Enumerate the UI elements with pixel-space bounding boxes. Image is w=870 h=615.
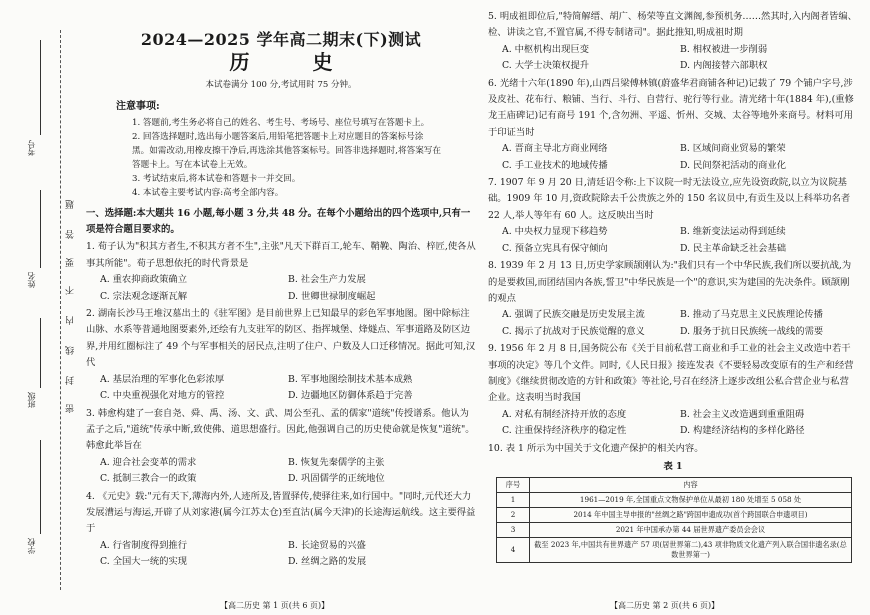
option-c: C. 大学士决策权提升 bbox=[502, 60, 590, 72]
options bbox=[86, 372, 476, 405]
option-b: B. 社会主义改造遇到重重阻碍 bbox=[680, 408, 805, 420]
option-c: C. 注重保持经济秩序的稳定性 bbox=[502, 425, 627, 437]
options bbox=[86, 272, 476, 305]
seal-char: 密 bbox=[66, 404, 76, 413]
question bbox=[488, 76, 858, 174]
question bbox=[86, 489, 476, 571]
seal-char: 要 bbox=[66, 258, 76, 267]
heritage-table bbox=[496, 477, 852, 563]
field-school: 学校 bbox=[27, 538, 36, 554]
options bbox=[86, 455, 476, 488]
field-line bbox=[40, 440, 41, 534]
field-class: 班级 bbox=[27, 392, 36, 408]
options bbox=[488, 307, 858, 340]
note-line: 4. 本试卷主要考试内容:高考全部内容。 bbox=[132, 187, 284, 198]
field-line bbox=[40, 40, 41, 135]
option-a: A. 行省制度得到推行 bbox=[100, 539, 187, 551]
option-b: B. 军事地图绘制技术基本成熟 bbox=[288, 373, 413, 385]
option-d: D. 边疆地区防御体系趋于完善 bbox=[288, 390, 413, 402]
seal-char: 不 bbox=[66, 286, 76, 295]
question bbox=[488, 441, 858, 457]
option-c: C. 抵制三教合一的政策 bbox=[100, 473, 197, 485]
table-cell: 2 bbox=[497, 508, 530, 523]
option-a: A. 强调了民族交融是历史发展主流 bbox=[502, 309, 645, 321]
question bbox=[86, 239, 476, 305]
table-header: 序号 bbox=[497, 478, 530, 493]
seal-char: 答 bbox=[66, 230, 76, 239]
options bbox=[488, 224, 858, 257]
option-a: A. 中枢机构出现巨变 bbox=[502, 43, 589, 55]
note-line: 答题卡上。写在本试卷上无效。 bbox=[132, 159, 253, 170]
field-exam-number: 考号 bbox=[27, 140, 36, 156]
option-b: B. 长途贸易的兴盛 bbox=[288, 539, 366, 551]
question bbox=[488, 341, 858, 439]
question-stem: 9. 1956 年 2 月 8 日,国务院公布《关于目前私营工商业和手工业的社会主义改造中若干事项的决定》等几个文件。同时,《人民日报》接连发表《不要轻易改变原有的生产和经营制度》《继续贯彻改造的方针和政策》等社论,号召在经济上逐步改组公私合营企业与私营企业。这表明当时我国 bbox=[488, 343, 854, 404]
options bbox=[86, 538, 476, 571]
option-a: A. 基层治理的军事化色彩浓厚 bbox=[100, 373, 225, 385]
question-stem: 3. 韩愈构建了一套自尧、舜、禹、汤、文、武、周公至孔、孟的儒家"道统"传授谱系。他认为孟子之后,"道统"传承中断,致使佛、道思想盛行。因此,他强调自己的历史使命就是恢复"道统"。韩愈此举旨在 bbox=[86, 407, 475, 452]
option-d: D. 民主革命缺乏社会基础 bbox=[680, 242, 787, 254]
option-b: B. 推动了马克思主义民族理论传播 bbox=[680, 309, 823, 321]
field-name: 姓名 bbox=[27, 272, 36, 288]
seal-char: 线 bbox=[66, 346, 76, 355]
option-b: B. 区域间商业贸易的繁荣 bbox=[680, 143, 786, 155]
page-1-column bbox=[86, 0, 476, 571]
option-b: B. 维新变法运动得到延续 bbox=[680, 226, 786, 238]
note-line: 3. 考试结束后,将本试卷和答题卡一并交回。 bbox=[132, 173, 301, 184]
table-title: 表 1 bbox=[663, 460, 683, 472]
option-d: D. 世卿世禄制度崛起 bbox=[288, 290, 376, 302]
seal-char: 内 bbox=[66, 316, 76, 325]
question-stem: 6. 光绪十六年(1890 年),山西吕梁傅林镇(蔚盛华君商铺各种记)记载了 79 个铺户字号,涉及皮社、花布行、粮铺、当行、斗行、自营行、驼行等行业。清光绪十年(1884 年),(重修龙王庙碑记)记有商号 191 个,含勿洲、平遥、忻州、交城、太谷等地外来商号。材料可用于印证当时 bbox=[488, 77, 854, 138]
page-2-footer: 【高二历史 第 2 页(共 6 页)】 bbox=[610, 601, 720, 610]
notes-heading: 注意事项: bbox=[116, 101, 160, 113]
option-c: C. 预备立宪具有保守倾向 bbox=[502, 242, 608, 254]
table-cell: 3 bbox=[497, 523, 530, 538]
option-c: C. 中央重视强化对地方的管控 bbox=[100, 390, 225, 402]
option-a: A. 重农抑商政策确立 bbox=[100, 274, 187, 286]
question-stem: 5. 明成祖即位后,"特简解缙、胡广、杨荣等直文渊阁,参预机务……然其时,入内阁者皆编、检、讲读之官,不置官属,不得专制诸司"。据此推知,明成祖时期 bbox=[488, 11, 857, 39]
option-b: B. 相权被进一步削弱 bbox=[680, 43, 768, 55]
option-c: C. 全国大一统的实现 bbox=[100, 556, 188, 568]
option-a: A. 晋商主导北方商业网络 bbox=[502, 143, 608, 155]
options bbox=[488, 407, 858, 440]
table-cell: 截至 2023 年,中国共有世界遗产 57 项(居世界第二),43 项非物质文化遗产列入联合国非遗名录(总数世界第一) bbox=[530, 538, 852, 563]
question bbox=[488, 258, 858, 340]
field-line bbox=[40, 190, 41, 268]
table-header-row bbox=[497, 478, 852, 493]
question-stem: 4. 《元史》载:"元有天下,薄海内外,人迹所及,皆置驿传,使驿往来,如行国中。"同时,元代还大力发展漕运与海运,开辟了从刘家港(属今江苏太仓)至直沽(属今天津)的长途海运航线。这主要得益于 bbox=[86, 490, 476, 535]
option-c: C. 宗法观念逐渐瓦解 bbox=[100, 290, 188, 302]
section-heading: 一、选择题:本大题共 16 小题,每小题 3 分,共 48 分。在每个小题给出的四个选项中,只有一项是符合题目要求的。 bbox=[86, 207, 471, 236]
option-d: D. 内阁接替六部职权 bbox=[680, 60, 768, 72]
option-a: A. 迎合社会变革的需求 bbox=[100, 456, 197, 468]
question-stem: 2. 湖南长沙马王堆汉墓出土的《驻军图》是目前世界上已知最早的彩色军事地图。图中除标注山脉、水系等普通地图要素外,还绘有九支驻军的防区、指挥城堡、烽燧点、军事道路及防区边界,并用红圈标注了 49 个与军事相关的居民点,注明了住户、户数及人口迁移情况。据此可知,汉代 bbox=[86, 308, 476, 369]
note-line: 2. 回答选择题时,选出每小题答案后,用铅笔把答题卡上对应题目的答案标号涂 bbox=[132, 131, 424, 142]
exam-meta: 本试卷满分 100 分,考试用时 75 分钟。 bbox=[205, 79, 357, 90]
seal-char: 封 bbox=[66, 376, 76, 385]
option-c: C. 手工业技术的地域传播 bbox=[502, 159, 608, 171]
table-row bbox=[497, 493, 852, 508]
question-stem: 8. 1939 年 2 月 13 日,历史学家顾颉刚认为:"我们只有一个中华民族,我们所以要抗战,为的是要救国,而团结国内各族,誓卫"中华民族是一个"的意识,实为建国的先决条件。顾颉刚的观点 bbox=[488, 260, 852, 304]
table-cell: 1961—2019 年,全国重点文物保护单位从最初 180 处增至 5 058 处 bbox=[530, 493, 852, 508]
options bbox=[488, 141, 858, 174]
option-b: B. 恢复先秦儒学的主张 bbox=[288, 456, 385, 468]
table-row bbox=[497, 508, 852, 523]
options bbox=[488, 42, 858, 75]
exam-title: 2024—2025 学年高二期末(下)测试 bbox=[140, 30, 422, 49]
table-row bbox=[497, 523, 852, 538]
option-a: A. 中央权力显现下移趋势 bbox=[502, 226, 608, 238]
question-stem: 7. 1907 年 9 月 20 日,清廷诏令称:上下议院一时无法设立,应先设资政院,以立为议院基础。1909 年 10 月,资政院除去千公贵族之外的 150 名议员中,有贡生及以上科举功名者 22 人,举人等年有 60 人。这反映出当时 bbox=[488, 177, 851, 221]
seal-dashed-line bbox=[60, 30, 61, 590]
question bbox=[86, 306, 476, 404]
question-stem: 1. 荀子认为"积其方者生,不积其方者不生",主张"凡天下群百工,轮车、鞘鞔、陶治、梓匠,使各从事其所能"。荀子思想依托的时代背景是 bbox=[86, 241, 476, 269]
option-a: A. 对私有制经济持开放的态度 bbox=[502, 408, 627, 420]
table-cell: 2021 年中国承办第 44 届世界遗产委员会会议 bbox=[530, 523, 852, 538]
option-d: D. 巩固儒学的正统地位 bbox=[288, 473, 385, 485]
question bbox=[86, 406, 476, 488]
table-cell: 2014 年中国主导申报的"丝绸之路"跨国申遗成功(首个跨国联合申遗项目) bbox=[530, 508, 852, 523]
question bbox=[488, 9, 858, 75]
table-header: 内容 bbox=[530, 478, 852, 493]
question bbox=[488, 175, 858, 257]
option-d: D. 民间祭祀活动的商业化 bbox=[680, 159, 787, 171]
page-2-column bbox=[488, 0, 858, 563]
table-cell: 1 bbox=[497, 493, 530, 508]
field-line bbox=[40, 318, 41, 388]
question-stem: 10. 表 1 所示为中国关于文化遗产保护的相关内容。 bbox=[488, 442, 704, 454]
option-b: B. 社会生产力发展 bbox=[288, 274, 366, 286]
binding-margin bbox=[0, 0, 78, 615]
note-line: 1. 答题前,考生务必将自己的姓名、考生号、考场号、座位号填写在答题卡上。 bbox=[132, 117, 430, 128]
table-row bbox=[497, 538, 852, 563]
option-d: D. 服务于抗日民族统一战线的需要 bbox=[680, 325, 824, 337]
seal-char: 题 bbox=[66, 200, 76, 209]
exam-subject: 历 史 bbox=[229, 50, 361, 75]
table-cell: 4 bbox=[497, 538, 530, 563]
option-d: D. 丝绸之路的发展 bbox=[288, 556, 367, 568]
note-line: 黑。如需改动,用橡皮擦干净后,再选涂其他答案标号。回答非选择题时,将答案写在 bbox=[132, 145, 441, 156]
page-1-footer: 【高二历史 第 1 页(共 6 页)】 bbox=[220, 601, 330, 610]
option-d: D. 构建经济结构的多样化路径 bbox=[680, 425, 805, 437]
option-c: C. 揭示了抗战对于民族觉醒的意义 bbox=[502, 325, 645, 337]
